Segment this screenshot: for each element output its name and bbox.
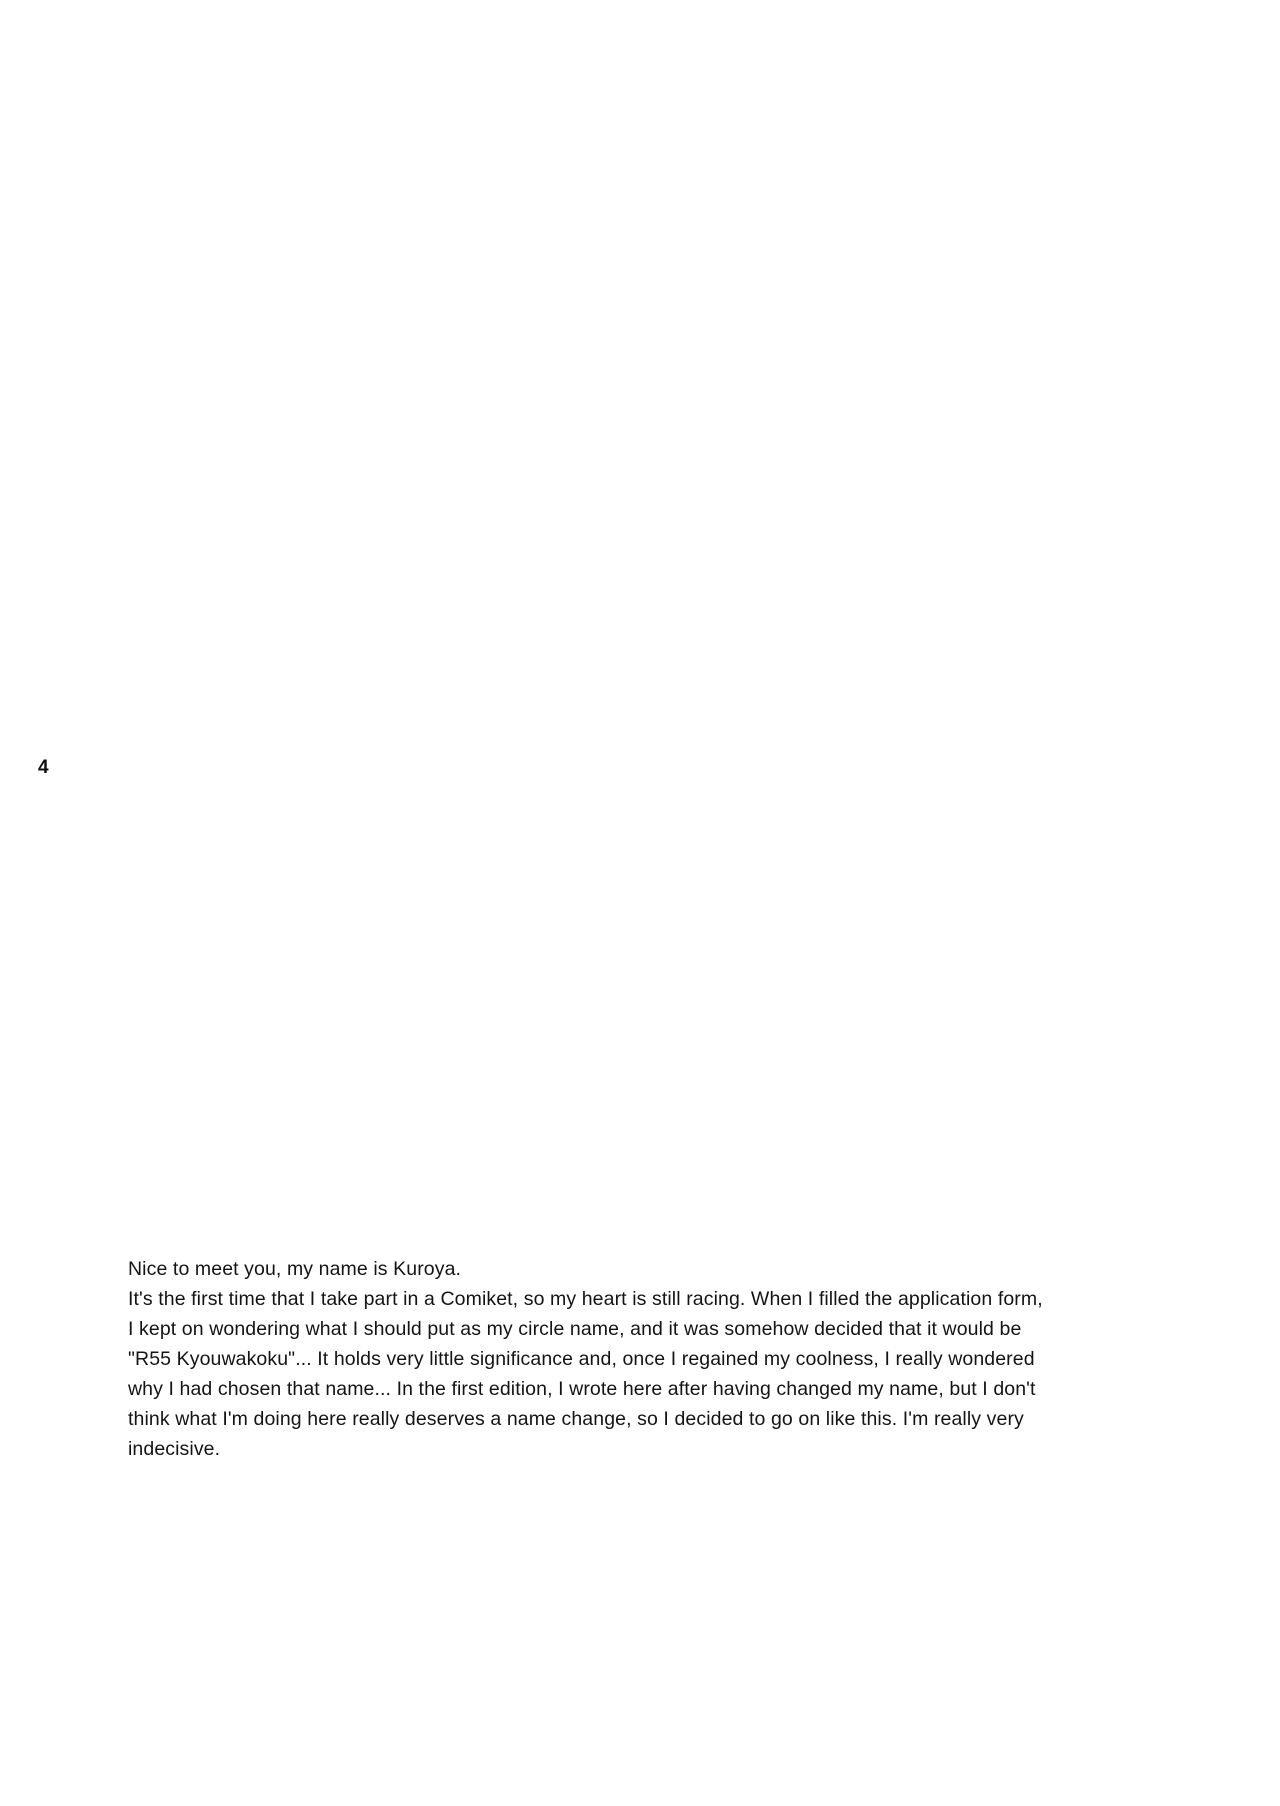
afterword-body: It's the first time that I take part in a Comiket, so my heart is still racing. When I filled the application form, I kept on wondering what I should put as my circle name, and it was somehow decided that it would be "R55 Kyouwakoku"... It holds very little significance and, once I regained my coolness, I really wondered why I had chosen that name... In the first edition, I wrote here after having changed my name, but I don't think what I'm doing here really deserves a name change, so I decided to go on like this. I'm really very indecisive. [128,1288,1043,1460]
page-number: 4 [38,757,49,778]
afterword-text-block [128,1254,1043,1464]
afterword-greeting: Nice to meet you, my name is Kuroya. [128,1258,462,1280]
